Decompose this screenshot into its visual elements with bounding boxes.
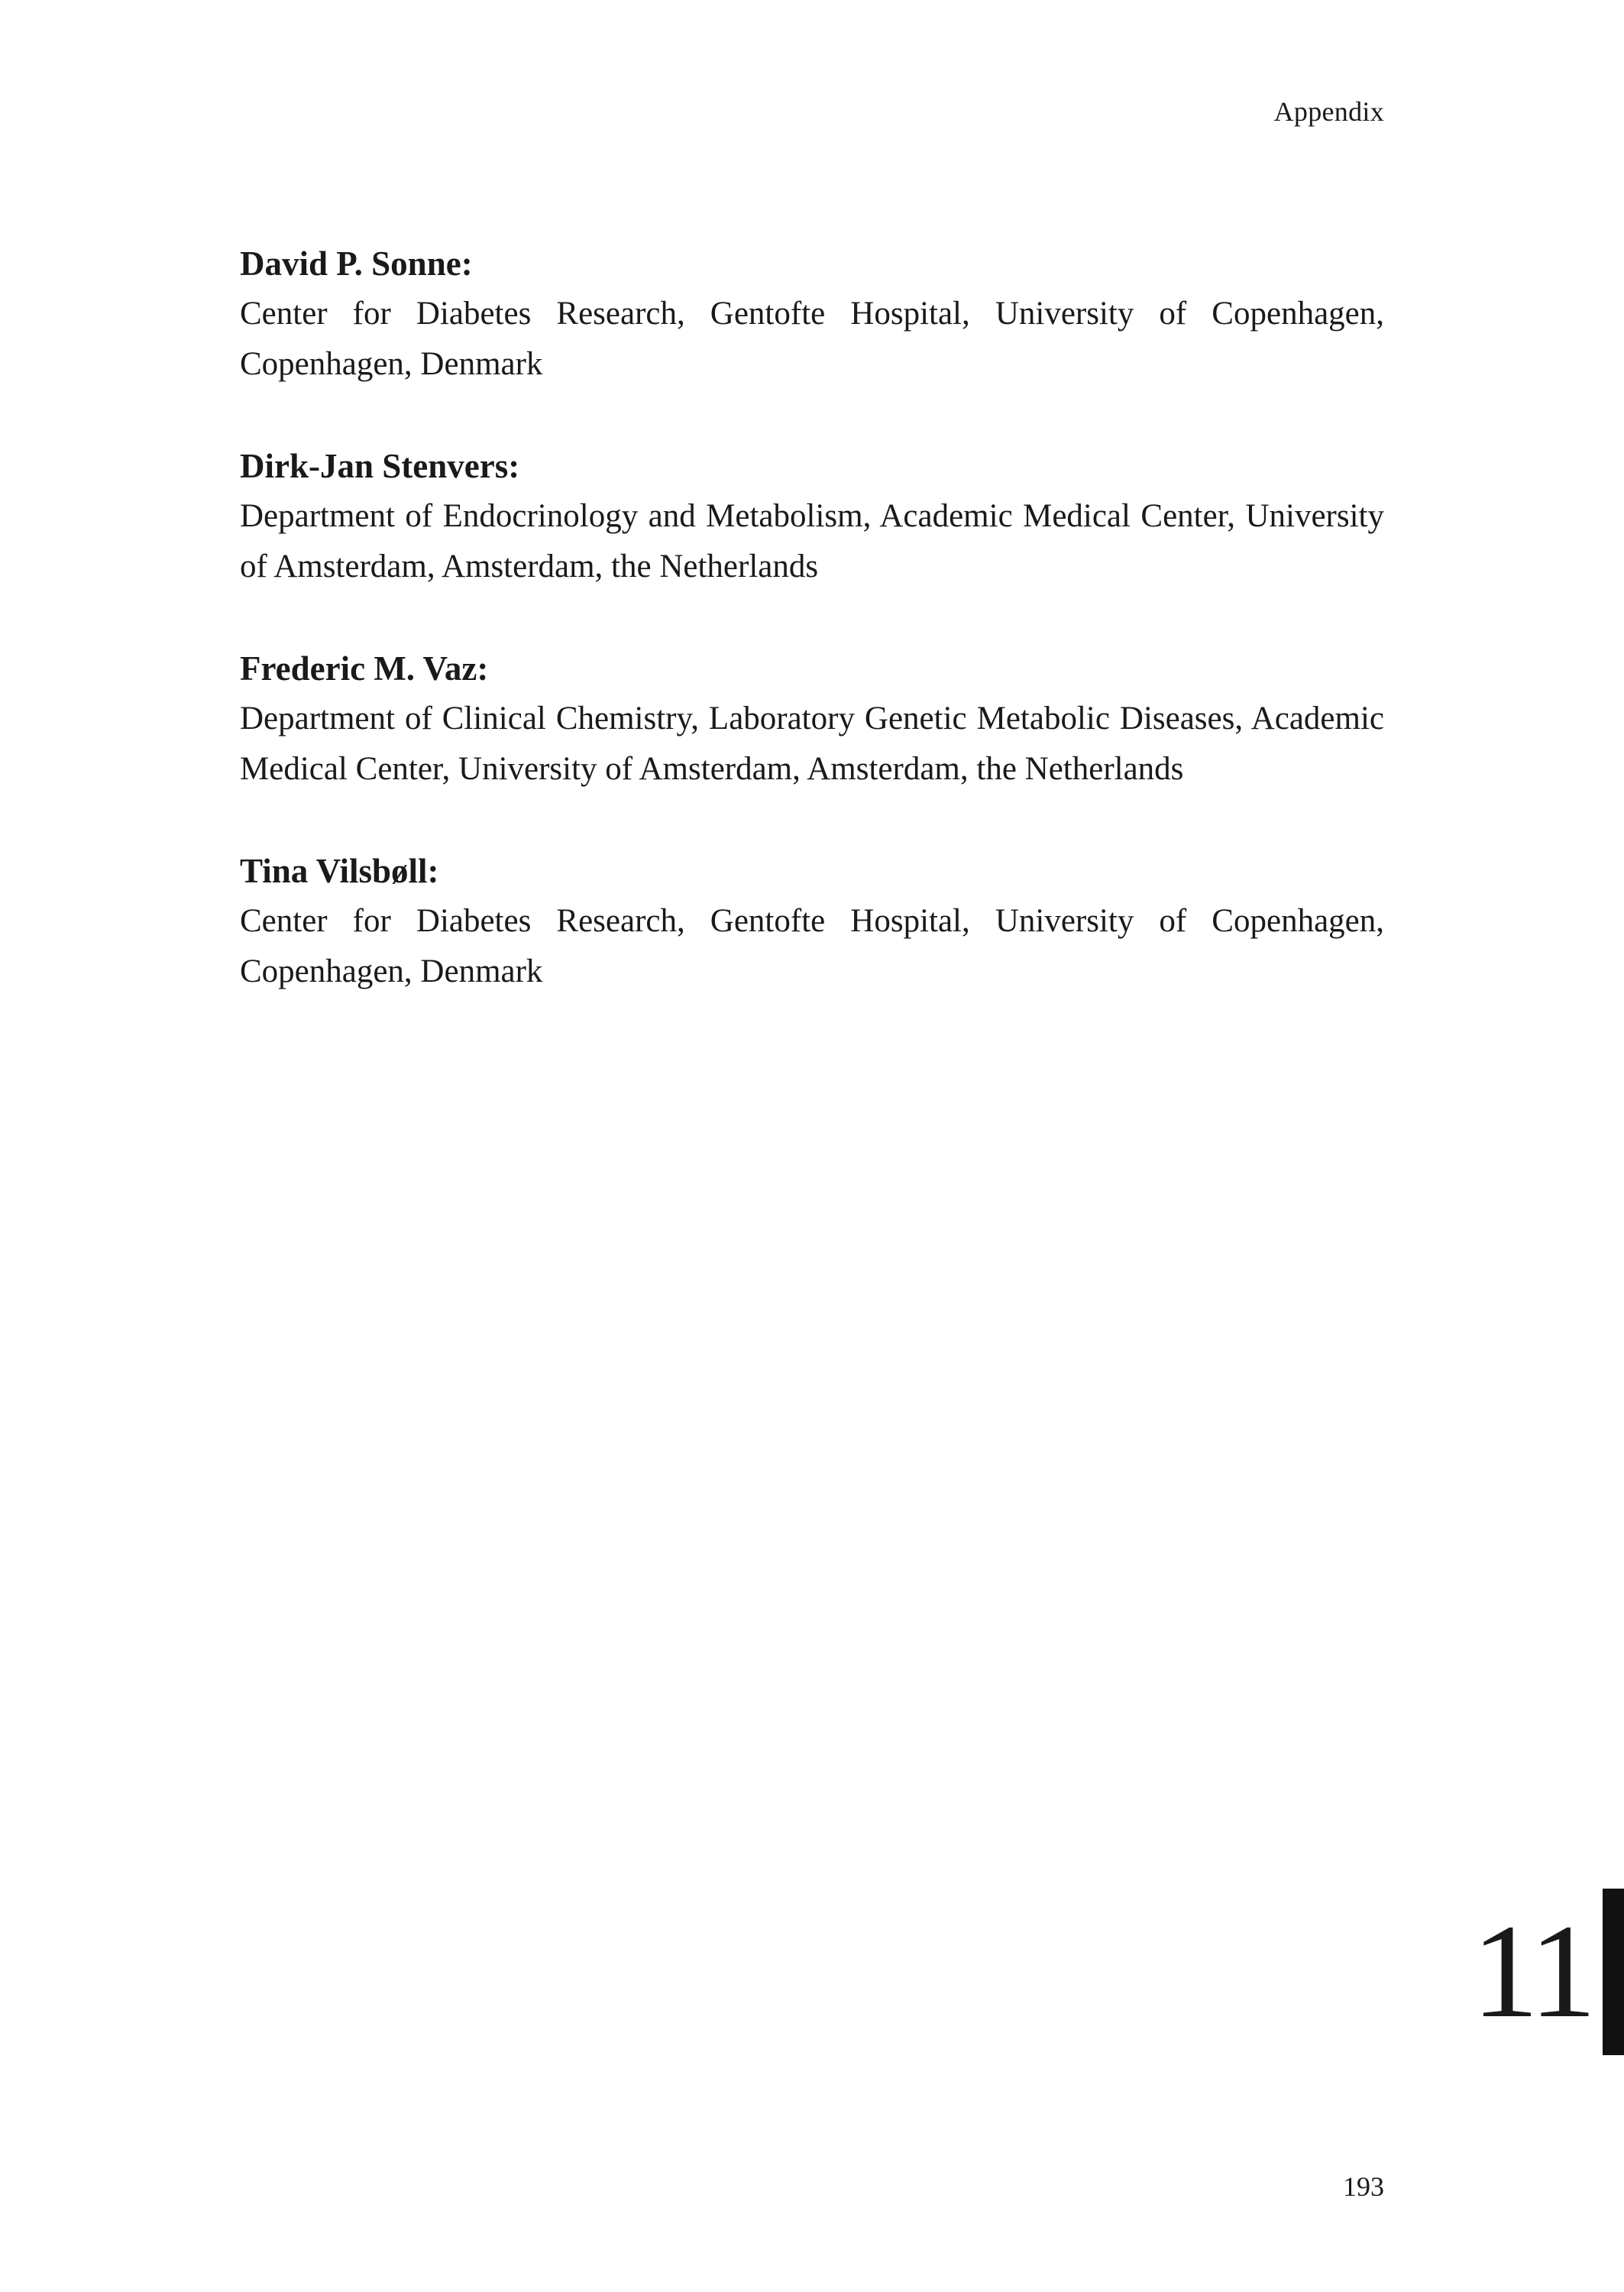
author-affiliation-list: [240, 238, 1384, 1048]
chapter-number: 11: [1471, 1897, 1592, 2046]
author-affiliation: Department of Endocrinology and Metabolism, Academic Medical Center, University of Amsterdam, Amsterdam, the Netherlands: [240, 498, 1384, 584]
author-affiliation: Center for Diabetes Research, Gentofte Hospital, University of Copenhagen, Copenhagen, Denmark: [240, 296, 1384, 382]
author-name: Dirk-Jan Stenvers:: [240, 447, 520, 485]
author-name: Frederic M. Vaz:: [240, 649, 489, 688]
chapter-tab: [1472, 1889, 1624, 2055]
page-number: 193: [1343, 2171, 1384, 2202]
author-affiliation: Department of Clinical Chemistry, Laboratory Genetic Metabolic Diseases, Academic Medical Center, University of Amsterdam, Amsterdam, the Netherlands: [240, 701, 1384, 787]
author-name: David P. Sonne:: [240, 244, 473, 283]
chapter-thumb-bar: [1603, 1889, 1624, 2055]
author-entry: [240, 441, 1384, 592]
author-entry: [240, 643, 1384, 795]
author-name: Tina Vilsbøll:: [240, 852, 439, 890]
author-entry: [240, 238, 1384, 390]
author-affiliation: Center for Diabetes Research, Gentofte Hospital, University of Copenhagen, Copenhagen, Denmark: [240, 903, 1384, 989]
author-entry: [240, 846, 1384, 997]
running-header: Appendix: [1273, 96, 1384, 127]
